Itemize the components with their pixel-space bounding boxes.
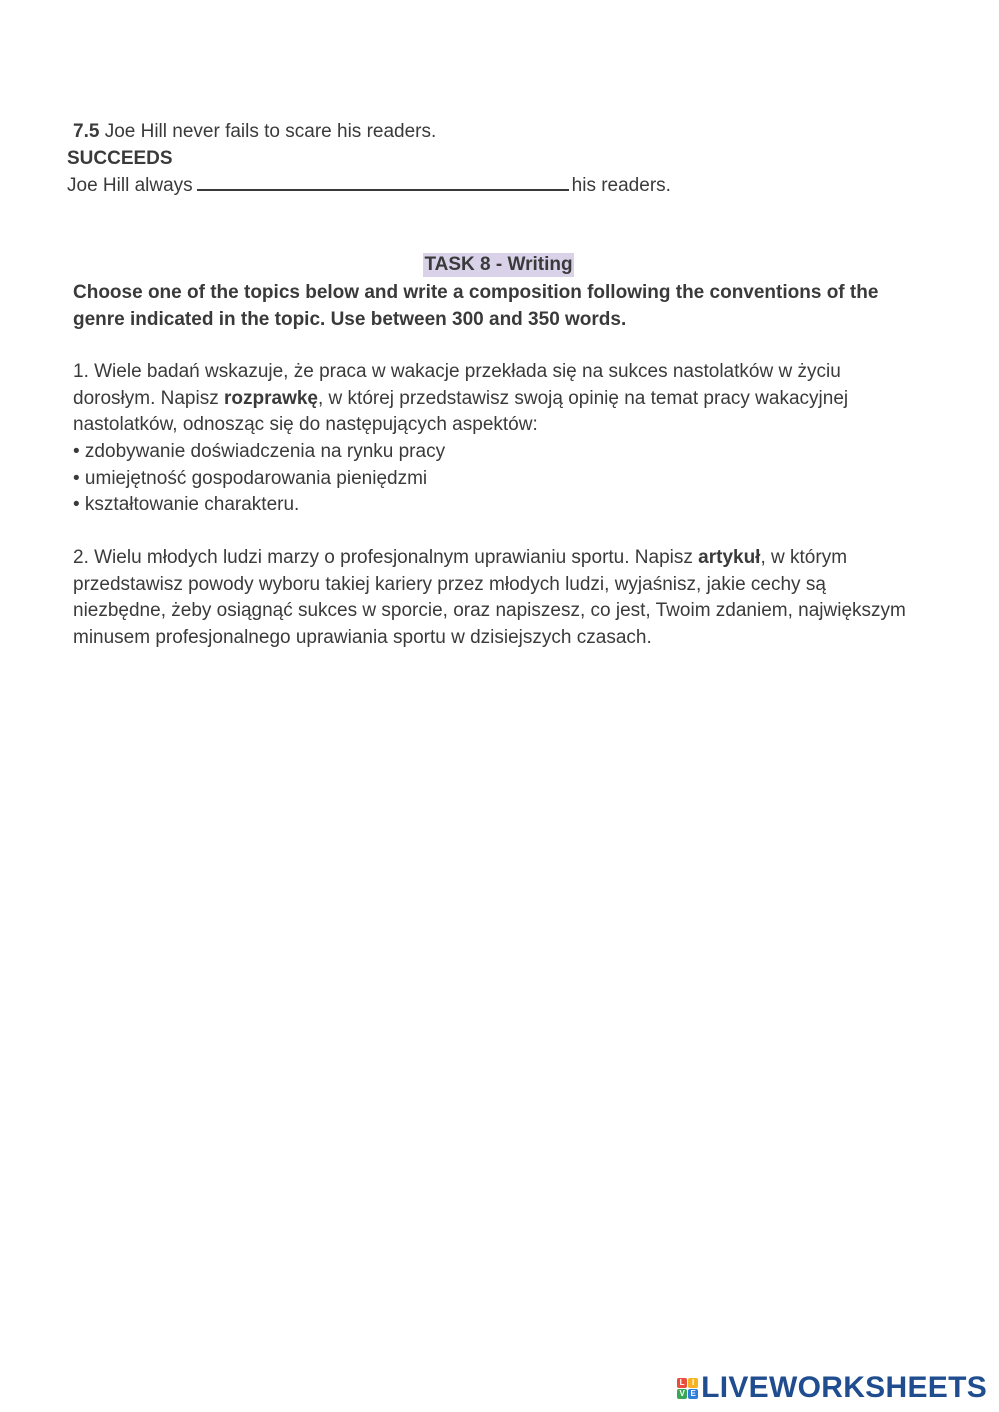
logo-cell-e: E	[688, 1389, 698, 1399]
aspect-item: • kształtowanie charakteru.	[73, 494, 300, 515]
logo-cell-v: V	[677, 1389, 687, 1399]
exercise-keyword: SUCCEEDS	[67, 148, 173, 169]
logo-wordmark: LIVEWORKSHEETS	[701, 1371, 987, 1404]
topic-2-genre: artykuł	[698, 547, 761, 568]
task-instructions: Choose one of the topics below and write a composition following the conventions of the genre indicated in the topic. Use between 300 and 350 words.	[73, 282, 879, 330]
topic-1-text-a: 1. Wiele badań wskazuje, że praca w wakacje przekłada się na sukces nastolatków w życiu dorosłym. Napisz	[73, 361, 841, 409]
topic-1-genre: rozprawkę	[224, 387, 318, 409]
sentence-end: his readers.	[571, 175, 671, 196]
exercise-prompt-text: Joe Hill never fails to scare his readers.	[104, 121, 437, 142]
aspect-item: • umiejętność gospodarowania pieniędzmi	[73, 467, 428, 489]
topic-1-text-b: , w której przedstawisz swoją opinię na temat pracy wakacyjnej nastolatków, odnosząc się do następujących aspektów:	[73, 387, 849, 435]
topic-1-aspects	[73, 439, 445, 519]
sentence-start: Joe Hill always	[67, 175, 193, 196]
logo-icon	[677, 1378, 698, 1399]
logo-cell-i: I	[688, 1378, 698, 1388]
topic-1	[73, 359, 923, 439]
topic-2-text-a: 2. Wielu młodych ludzi marzy o profesjonalnym uprawianiu sportu. Napisz	[73, 547, 699, 568]
answer-blank[interactable]	[197, 172, 569, 191]
topic-2	[73, 545, 923, 651]
task-title: TASK 8 - Writing	[424, 254, 573, 275]
exercise-number: 7.5	[73, 121, 100, 142]
exercise-prompt	[73, 119, 436, 145]
liveworksheets-logo[interactable]	[677, 1372, 987, 1404]
aspect-item: • zdobywanie doświadczenia na rynku pracy	[73, 441, 446, 462]
task-title-row	[0, 253, 999, 277]
topic-2-text-b: , w którym przedstawisz powody wyboru takiej kariery przez młodych ludzi, wyjaśnisz, jakie cechy są niezbędne, żeby osiągnąć sukces w sporcie, oraz napiszesz, co jest, Twoim zdaniem, największym minusem profesjonalnego uprawiania sportu w dzisiejszych czasach.	[73, 547, 906, 648]
logo-cell-l: L	[677, 1378, 687, 1388]
exercise-sentence	[67, 172, 671, 199]
